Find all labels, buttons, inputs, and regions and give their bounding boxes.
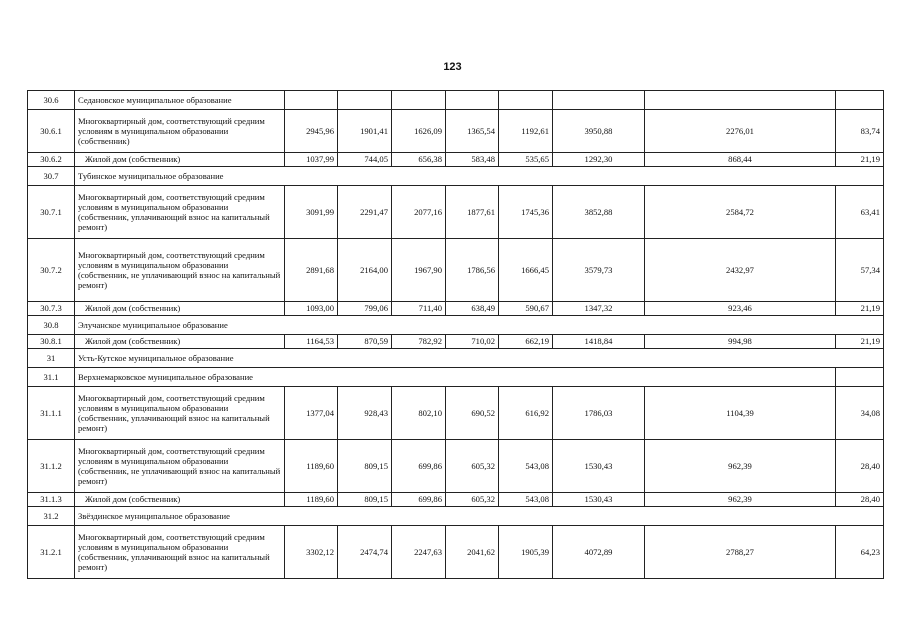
value-cell: 605,32 bbox=[446, 440, 499, 493]
value-cell: 782,92 bbox=[392, 335, 446, 349]
value-cell: 744,05 bbox=[338, 153, 392, 167]
table-row bbox=[28, 239, 884, 302]
value-cell: 656,38 bbox=[392, 153, 446, 167]
value-cell: 1104,39 bbox=[645, 387, 836, 440]
value-cell: 28,40 bbox=[836, 440, 884, 493]
row-name: Многоквартирный дом, соответствующий средним условиям в муниципальном образовании (собственник, уплачивающий взнос на капитальный ремонт) bbox=[75, 526, 285, 579]
value-cell: 583,48 bbox=[446, 153, 499, 167]
value-cell: 1192,61 bbox=[499, 110, 553, 153]
value-cell: 1530,43 bbox=[553, 493, 645, 507]
value-cell: 1037,99 bbox=[285, 153, 338, 167]
value-cell: 690,52 bbox=[446, 387, 499, 440]
value-cell: 535,65 bbox=[499, 153, 553, 167]
empty-cell bbox=[446, 91, 499, 110]
value-cell: 2041,62 bbox=[446, 526, 499, 579]
value-cell: 1189,60 bbox=[285, 493, 338, 507]
value-cell: 590,67 bbox=[499, 302, 553, 316]
row-code: 30.7.1 bbox=[28, 186, 75, 239]
row-code: 30.7.2 bbox=[28, 239, 75, 302]
value-cell: 3091,99 bbox=[285, 186, 338, 239]
tariff-table bbox=[27, 90, 884, 579]
value-cell: 1189,60 bbox=[285, 440, 338, 493]
value-cell: 3852,88 bbox=[553, 186, 645, 239]
empty-cell bbox=[338, 91, 392, 110]
value-cell: 1377,04 bbox=[285, 387, 338, 440]
value-cell: 2474,74 bbox=[338, 526, 392, 579]
value-cell: 63,41 bbox=[836, 186, 884, 239]
section-name: Звёздинское муниципальное образование bbox=[75, 507, 884, 526]
value-cell: 543,08 bbox=[499, 440, 553, 493]
section-row bbox=[28, 91, 884, 110]
value-cell: 2432,97 bbox=[645, 239, 836, 302]
section-name: Элучанское муниципальное образование bbox=[75, 316, 884, 335]
row-code: 31.1.3 bbox=[28, 493, 75, 507]
value-cell: 1967,90 bbox=[392, 239, 446, 302]
value-cell: 21,19 bbox=[836, 153, 884, 167]
empty-cell bbox=[553, 91, 645, 110]
empty-cell bbox=[645, 91, 836, 110]
empty-cell bbox=[392, 91, 446, 110]
value-cell: 2945,96 bbox=[285, 110, 338, 153]
value-cell: 605,32 bbox=[446, 493, 499, 507]
value-cell: 21,19 bbox=[836, 302, 884, 316]
value-cell: 2788,27 bbox=[645, 526, 836, 579]
value-cell: 1666,45 bbox=[499, 239, 553, 302]
value-cell: 699,86 bbox=[392, 493, 446, 507]
row-code: 31.2 bbox=[28, 507, 75, 526]
value-cell: 1418,84 bbox=[553, 335, 645, 349]
section-row bbox=[28, 368, 884, 387]
table-row bbox=[28, 440, 884, 493]
value-cell: 711,40 bbox=[392, 302, 446, 316]
table-row bbox=[28, 302, 884, 316]
row-name: Многоквартирный дом, соответствующий средним условиям в муниципальном образовании (собственник, уплачивающий взнос на капитальный ремонт) bbox=[75, 387, 285, 440]
section-row bbox=[28, 316, 884, 335]
value-cell: 809,15 bbox=[338, 493, 392, 507]
value-cell: 1905,39 bbox=[499, 526, 553, 579]
row-code: 30.6.2 bbox=[28, 153, 75, 167]
empty-cell bbox=[836, 91, 884, 110]
row-name: Жилой дом (собственник) bbox=[75, 493, 285, 507]
value-cell: 994,98 bbox=[645, 335, 836, 349]
row-code: 30.7 bbox=[28, 167, 75, 186]
value-cell: 3579,73 bbox=[553, 239, 645, 302]
value-cell: 802,10 bbox=[392, 387, 446, 440]
row-code: 30.7.3 bbox=[28, 302, 75, 316]
section-row bbox=[28, 349, 884, 368]
table-row bbox=[28, 110, 884, 153]
value-cell: 1786,03 bbox=[553, 387, 645, 440]
value-cell: 616,92 bbox=[499, 387, 553, 440]
row-code: 31.2.1 bbox=[28, 526, 75, 579]
section-name: Усть-Кутское муниципальное образование bbox=[75, 349, 884, 368]
value-cell: 870,59 bbox=[338, 335, 392, 349]
table-body bbox=[28, 91, 884, 579]
value-cell: 809,15 bbox=[338, 440, 392, 493]
value-cell: 638,49 bbox=[446, 302, 499, 316]
table-row bbox=[28, 493, 884, 507]
row-name: Многоквартирный дом, соответствующий средним условиям в муниципальном образовании (собственник) bbox=[75, 110, 285, 153]
value-cell: 543,08 bbox=[499, 493, 553, 507]
section-row bbox=[28, 167, 884, 186]
row-name: Жилой дом (собственник) bbox=[75, 335, 285, 349]
row-code: 30.6 bbox=[28, 91, 75, 110]
value-cell: 2247,63 bbox=[392, 526, 446, 579]
empty-cell bbox=[836, 368, 884, 387]
row-code: 30.6.1 bbox=[28, 110, 75, 153]
table-row bbox=[28, 186, 884, 239]
value-cell: 4072,89 bbox=[553, 526, 645, 579]
value-cell: 28,40 bbox=[836, 493, 884, 507]
page-number: 123 bbox=[443, 61, 462, 73]
value-cell: 962,39 bbox=[645, 440, 836, 493]
row-code: 30.8 bbox=[28, 316, 75, 335]
empty-cell bbox=[499, 91, 553, 110]
section-name: Седановское муниципальное образование bbox=[75, 91, 285, 110]
row-code: 31.1.1 bbox=[28, 387, 75, 440]
row-name: Многоквартирный дом, соответствующий средним условиям в муниципальном образовании (собственник, не уплачивающий взнос на капитальный ремонт) bbox=[75, 440, 285, 493]
section-name: Тубинское муниципальное образование bbox=[75, 167, 884, 186]
value-cell: 2276,01 bbox=[645, 110, 836, 153]
value-cell: 1164,53 bbox=[285, 335, 338, 349]
table-row bbox=[28, 335, 884, 349]
value-cell: 34,08 bbox=[836, 387, 884, 440]
value-cell: 662,19 bbox=[499, 335, 553, 349]
value-cell: 57,34 bbox=[836, 239, 884, 302]
row-name: Жилой дом (собственник) bbox=[75, 153, 285, 167]
value-cell: 868,44 bbox=[645, 153, 836, 167]
value-cell: 928,43 bbox=[338, 387, 392, 440]
table-row bbox=[28, 526, 884, 579]
row-name: Многоквартирный дом, соответствующий средним условиям в муниципальном образовании (собственник, не уплачивающий взнос на капитальный ремонт) bbox=[75, 239, 285, 302]
value-cell: 2164,00 bbox=[338, 239, 392, 302]
value-cell: 1786,56 bbox=[446, 239, 499, 302]
value-cell: 2584,72 bbox=[645, 186, 836, 239]
section-name: Верхнемарковское муниципальное образование bbox=[75, 368, 836, 387]
value-cell: 1093,00 bbox=[285, 302, 338, 316]
value-cell: 83,74 bbox=[836, 110, 884, 153]
section-row bbox=[28, 507, 884, 526]
row-code: 31.1 bbox=[28, 368, 75, 387]
value-cell: 923,46 bbox=[645, 302, 836, 316]
value-cell: 2291,47 bbox=[338, 186, 392, 239]
value-cell: 1530,43 bbox=[553, 440, 645, 493]
row-code: 30.8.1 bbox=[28, 335, 75, 349]
value-cell: 2077,16 bbox=[392, 186, 446, 239]
value-cell: 21,19 bbox=[836, 335, 884, 349]
value-cell: 1626,09 bbox=[392, 110, 446, 153]
value-cell: 710,02 bbox=[446, 335, 499, 349]
value-cell: 699,86 bbox=[392, 440, 446, 493]
value-cell: 1901,41 bbox=[338, 110, 392, 153]
value-cell: 1292,30 bbox=[553, 153, 645, 167]
value-cell: 1745,36 bbox=[499, 186, 553, 239]
value-cell: 799,06 bbox=[338, 302, 392, 316]
row-name: Многоквартирный дом, соответствующий средним условиям в муниципальном образовании (собственник, уплачивающий взнос на капитальный ремонт) bbox=[75, 186, 285, 239]
empty-cell bbox=[285, 91, 338, 110]
value-cell: 3950,88 bbox=[553, 110, 645, 153]
table-row bbox=[28, 153, 884, 167]
value-cell: 64,23 bbox=[836, 526, 884, 579]
row-code: 31 bbox=[28, 349, 75, 368]
value-cell: 1877,61 bbox=[446, 186, 499, 239]
row-name: Жилой дом (собственник) bbox=[75, 302, 285, 316]
value-cell: 962,39 bbox=[645, 493, 836, 507]
row-code: 31.1.2 bbox=[28, 440, 75, 493]
value-cell: 1347,32 bbox=[553, 302, 645, 316]
table-row bbox=[28, 387, 884, 440]
value-cell: 3302,12 bbox=[285, 526, 338, 579]
value-cell: 1365,54 bbox=[446, 110, 499, 153]
value-cell: 2891,68 bbox=[285, 239, 338, 302]
